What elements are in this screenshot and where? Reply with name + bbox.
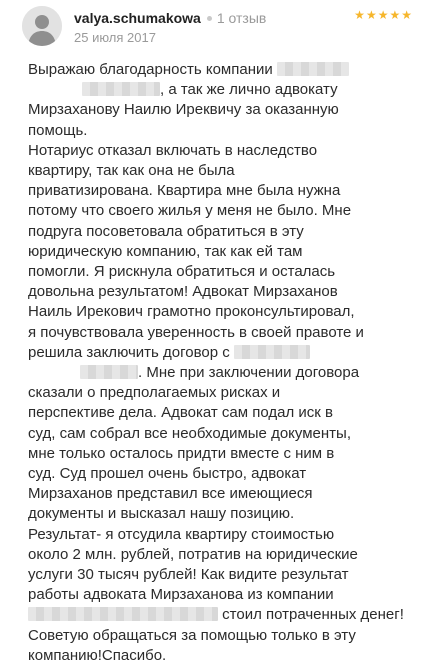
author-line — [74, 10, 266, 26]
review-text-part-2: , а так же лично адвокату Мирзаханову Наилю Иреквичу за оказанную помощь. Нотариус отказал включать в наследство квартиру, так как она не была приватизирована. Квартира мне была нужна потому что своего жилья у меня не было. Мне подруга посоветовала обратиться в эту юридическую компанию, так как ей там помогли. Я рискнула обратиться и осталась довольна результатом! Адвокат Мирзаханов Наиль Ирекович грамотно проконсультировал, я почувствовала уверенность в своей правоте и решила заключить договор с — [28, 81, 364, 361]
redacted-company-name — [277, 62, 349, 76]
star-icon: ★ — [365, 8, 377, 22]
separator-dot — [207, 16, 212, 21]
user-silhouette-icon — [22, 6, 62, 46]
review-count[interactable]: 1 отзыв — [216, 10, 267, 26]
review-text-part-4: стоил потраченных денег! Советую обращаться за помощью только в эту компанию!Спасибо. — [28, 606, 404, 664]
star-icon: ★ — [389, 8, 401, 22]
redacted-company-name — [80, 365, 138, 379]
author-name[interactable]: valya.schumakowa — [74, 10, 201, 26]
redacted-company-name — [28, 607, 218, 621]
star-icon: ★ — [354, 8, 365, 22]
review-date: 25 июля 2017 — [74, 30, 156, 45]
redacted-company-name — [82, 82, 160, 96]
redacted-company-name — [234, 345, 310, 359]
review-text — [28, 60, 413, 666]
rating-stars — [353, 8, 412, 22]
avatar[interactable] — [22, 6, 62, 46]
review-header — [22, 6, 412, 46]
review-text-part-1: Выражаю благодарность компании — [28, 61, 277, 78]
review-text-part-3: . Мне при заключении договора сказали о предполагаемых рисках и перспективе дела. Адвокат сам подал иск в суд, сам собрал все необходимые документы, мне только осталось придти вместе с ним в суд. Суд прошел очень быстро, адвокат Мирзаханов представил все имеющиеся документы и высказал нашу позицию. Результат- я отсудила квартиру стоимостью около 2 млн. рублей, потратив на юридические услуги 30 тысяч рублей! Как видите результат работы адвоката Мирзаханова из компании — [28, 364, 360, 604]
star-icon: ★ — [377, 8, 389, 22]
star-icon: ★ — [401, 8, 412, 22]
